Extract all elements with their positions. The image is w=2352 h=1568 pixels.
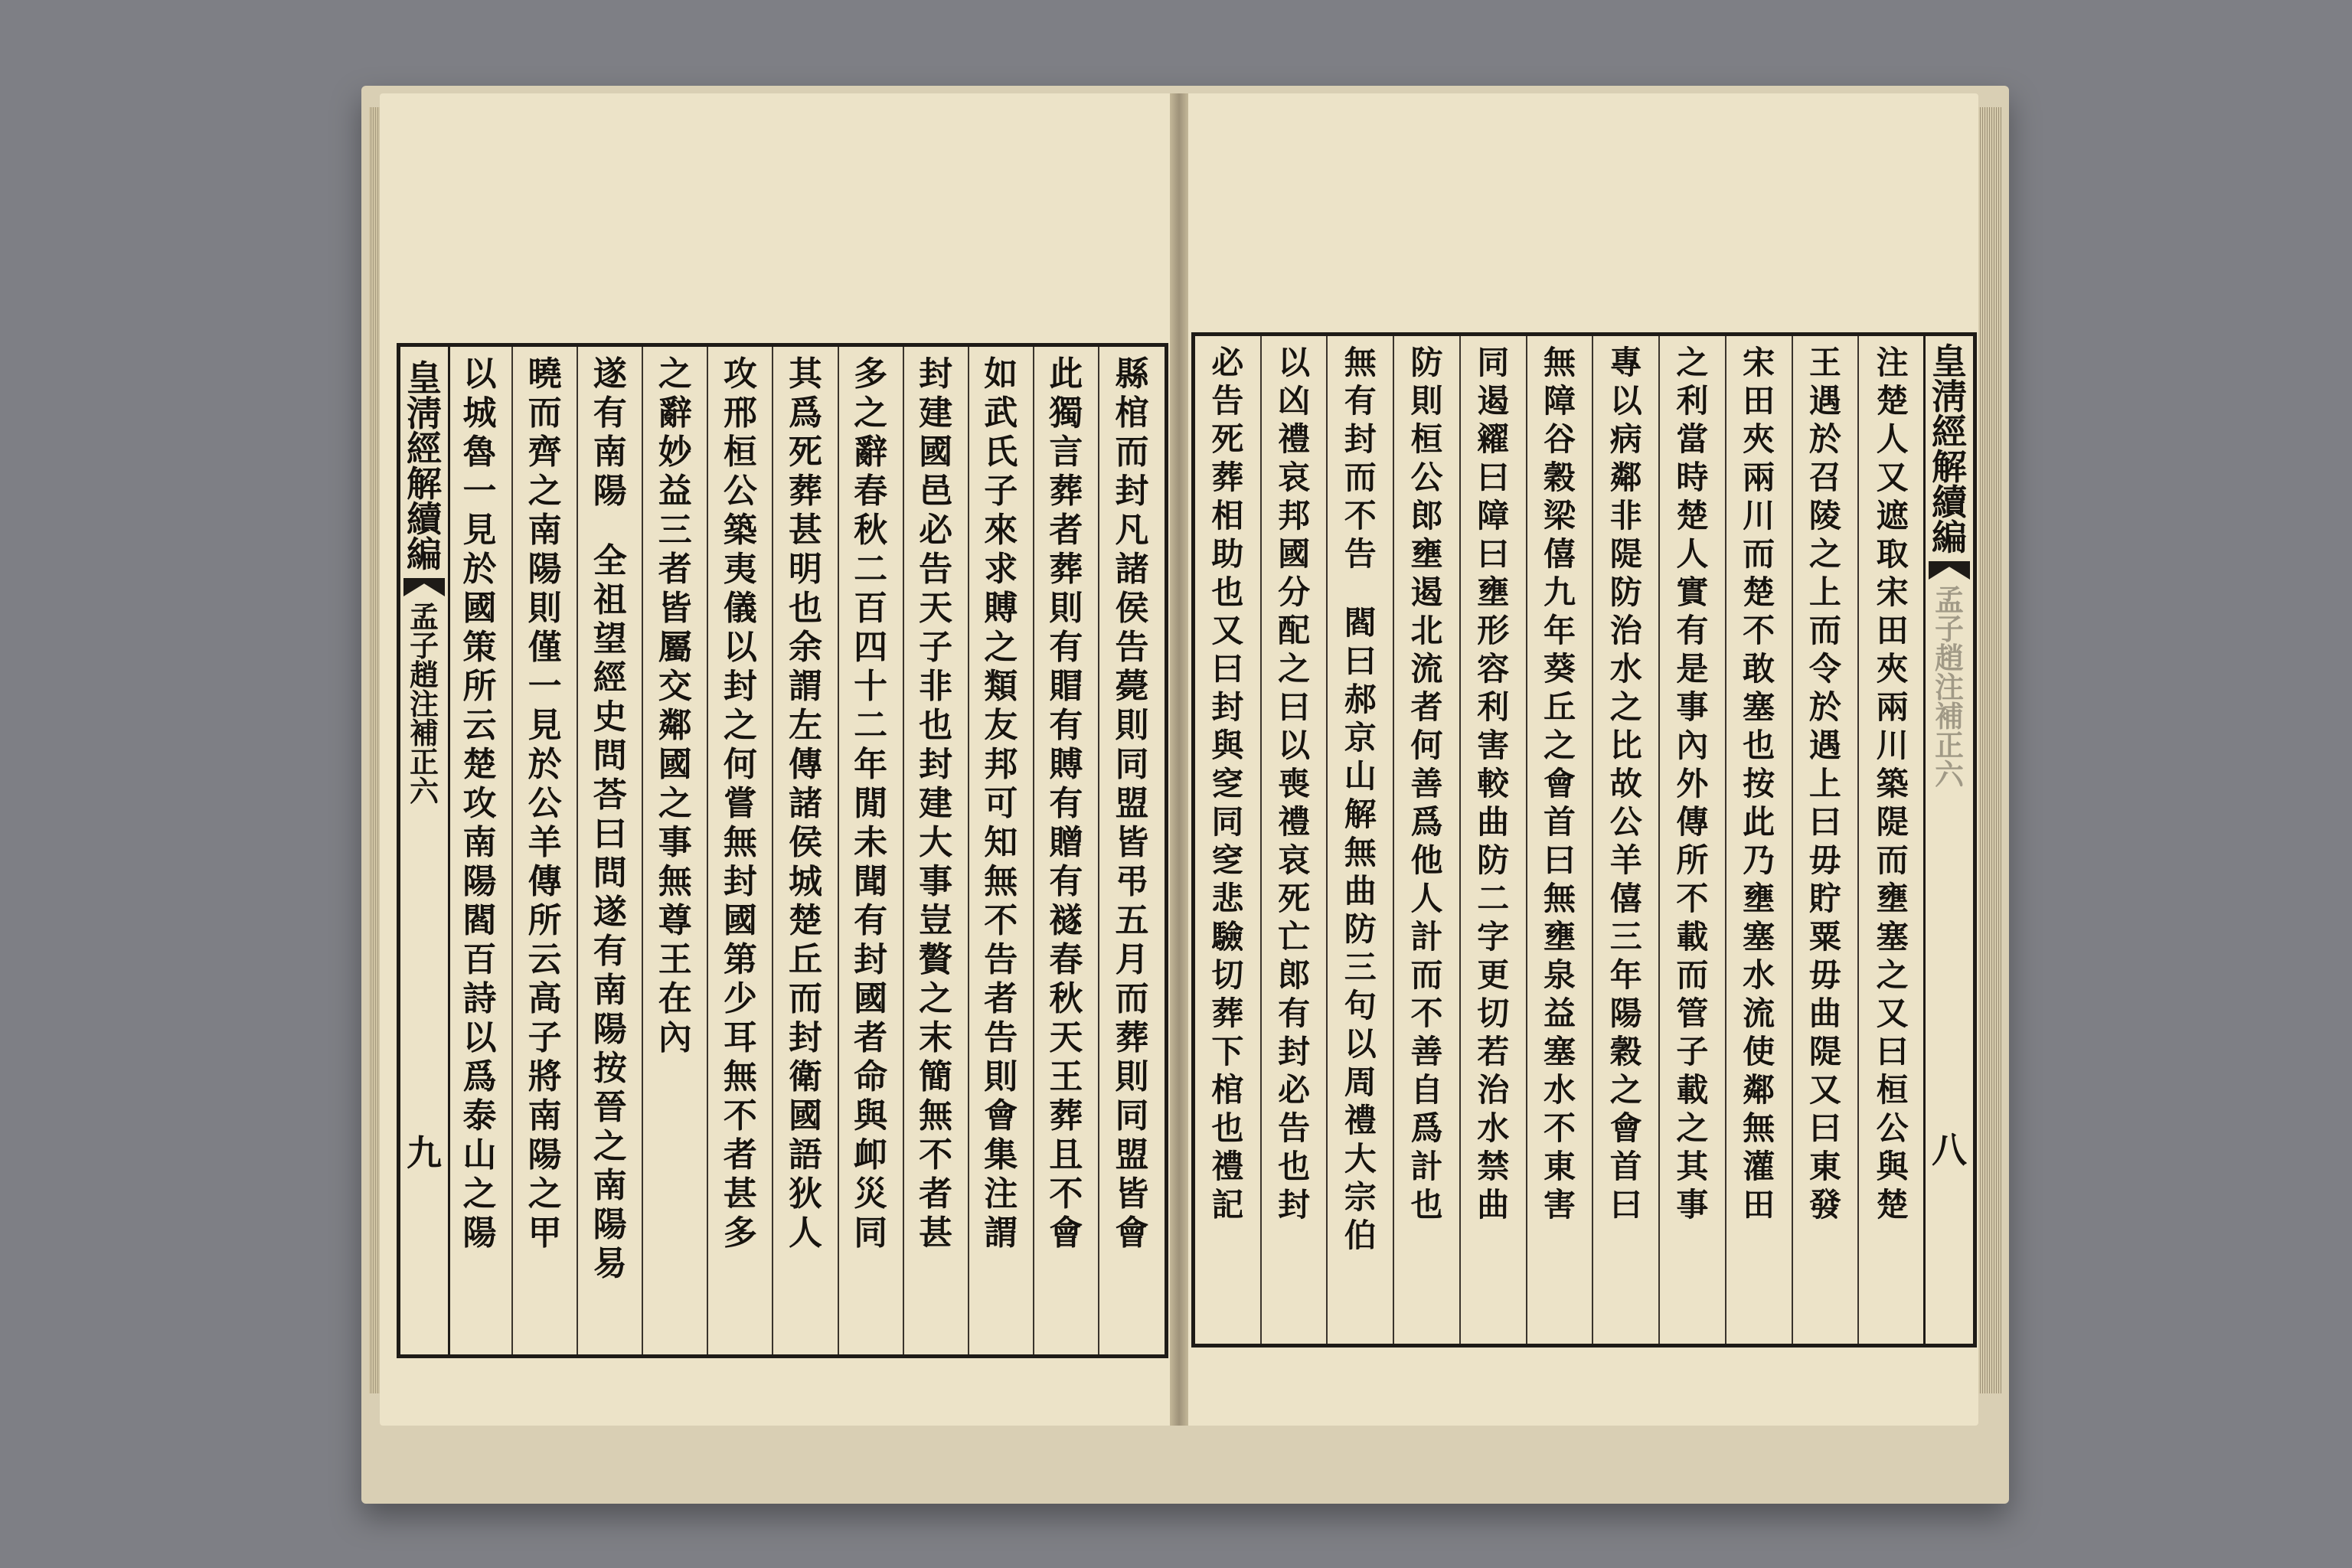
fish-tail-ornament — [403, 578, 445, 596]
right-page-number: 八 — [1932, 1129, 1967, 1171]
left-text-column: 如 武 氏 子 來 求 賻 之 類 友 邦 可 知 無 不 告 者 告 則 會 集 注 謂 — [969, 347, 1034, 1354]
right-text-column: 同 遏 糴 曰 障 曰 壅 形 容 利 害 較 曲 防 二 字 更 切 若 治 水 禁 曲 — [1461, 336, 1527, 1344]
right-page-edges — [1978, 107, 2001, 1393]
fish-tail-ornament — [1929, 561, 1970, 580]
left-text-columns — [448, 347, 1165, 1354]
left-page-edges — [369, 107, 380, 1393]
right-text-column: 防 則 桓 公 郎 壅 遏 北 流 者 何 善 爲 他 人 計 而 不 善 自 爲 計 也 — [1394, 336, 1461, 1344]
left-text-column: 遂 有 南 陽 全 祖 望 經 史 問 荅 曰 問 遂 有 南 陽 按 晉 之 南 陽 易 — [578, 347, 643, 1354]
left-banner — [400, 347, 450, 1354]
right-text-column: 專 以 病 鄰 非 隄 防 治 水 之 比 故 公 羊 僖 三 年 陽 穀 之 會 首 曰 — [1593, 336, 1660, 1344]
right-text-column: 王 遇 於 召 陵 之 上 而 令 於 遇 上 曰 毋 貯 粟 毋 曲 隄 又 曰 東 發 — [1793, 336, 1860, 1344]
left-text-column: 曉 而 齊 之 南 陽 則 僅 一 見 於 公 羊 傳 所 云 高 子 將 南 陽 之 甲 — [513, 347, 578, 1354]
right-banner-title: 皇 淸 經 解 續 編 — [1932, 341, 1967, 558]
right-text-column: 必 告 死 葬 相 助 也 又 曰 封 與 窆 同 窆 悲 驗 切 葬 下 棺 也 禮 記 — [1195, 336, 1262, 1344]
right-text-columns — [1195, 336, 1926, 1344]
right-text-column: 無 障 谷 穀 梁 僖 九 年 葵 丘 之 會 首 曰 無 壅 泉 益 塞 水 不 東 害 — [1527, 336, 1594, 1344]
left-banner-subtitle: 孟 子 趙 注 補 正 六 — [409, 599, 439, 808]
left-page-number: 九 — [407, 1132, 442, 1174]
right-banner — [1923, 336, 1973, 1344]
left-text-frame — [397, 343, 1168, 1358]
left-text-column: 多 之 辭 春 秋 二 百 四 十 二 年 閒 未 聞 有 封 國 者 命 與 卹 災 同 — [839, 347, 904, 1354]
left-text-column: 封 建 國 邑 必 告 天 子 非 也 封 建 大 事 豈 贅 之 末 簡 無 不 者 甚 — [904, 347, 969, 1354]
right-banner-subtitle: 孟 子 趙 注 補 正 六 — [1934, 583, 1964, 792]
left-text-column: 之 辭 妙 益 三 者 皆 屬 交 鄰 國 之 事 無 尊 王 在 內 — [643, 347, 708, 1354]
right-text-column: 注 楚 人 又 遮 取 宋 田 夾 兩 川 築 隄 而 壅 塞 之 又 曰 桓 公 與 楚 — [1876, 344, 1909, 1223]
right-text-column: 宋 田 夾 兩 川 而 楚 不 敢 塞 也 按 此 乃 壅 塞 水 流 使 鄰 無 灌 田 — [1726, 336, 1793, 1344]
left-text-column: 其 爲 死 葬 甚 明 也 余 謂 左 傳 諸 侯 城 楚 丘 而 封 衛 國 語 狄 人 — [773, 347, 838, 1354]
left-text-column: 此 獨 言 葬 者 葬 則 有 賵 有 賻 有 贈 有 襚 春 秋 天 王 葬 且 不 會 — [1034, 347, 1099, 1354]
right-text-column: 無 有 封 而 不 告 閻 曰 郝 京 山 解 無 曲 防 三 句 以 周 禮 大 宗 伯 — [1328, 336, 1394, 1344]
right-text-column: 之 利 當 時 楚 人 實 有 是 事 內 外 傳 所 不 載 而 管 子 載 之 其 事 — [1660, 336, 1726, 1344]
left-banner-title: 皇 淸 經 解 續 編 — [407, 358, 442, 575]
right-text-frame — [1191, 332, 1977, 1348]
left-text-column: 縣 棺 而 封 凡 諸 侯 告 薨 則 同 盟 皆 弔 五 月 而 葬 則 同 盟 皆 會 — [1115, 354, 1149, 1253]
left-text-column: 以 城 魯 一 見 於 國 策 所 云 楚 攻 南 陽 閻 百 詩 以 爲 泰 山 之 陽 — [448, 347, 513, 1354]
book-gutter — [1170, 93, 1188, 1426]
right-text-column: 以 凶 禮 哀 邦 國 分 配 之 曰 以 喪 禮 哀 死 亡 郎 有 封 必 告 也 封 — [1262, 336, 1328, 1344]
left-text-column: 攻 邢 桓 公 築 夷 儀 以 封 之 何 嘗 無 封 國 第 少 耳 無 不 者 甚 多 — [708, 347, 773, 1354]
